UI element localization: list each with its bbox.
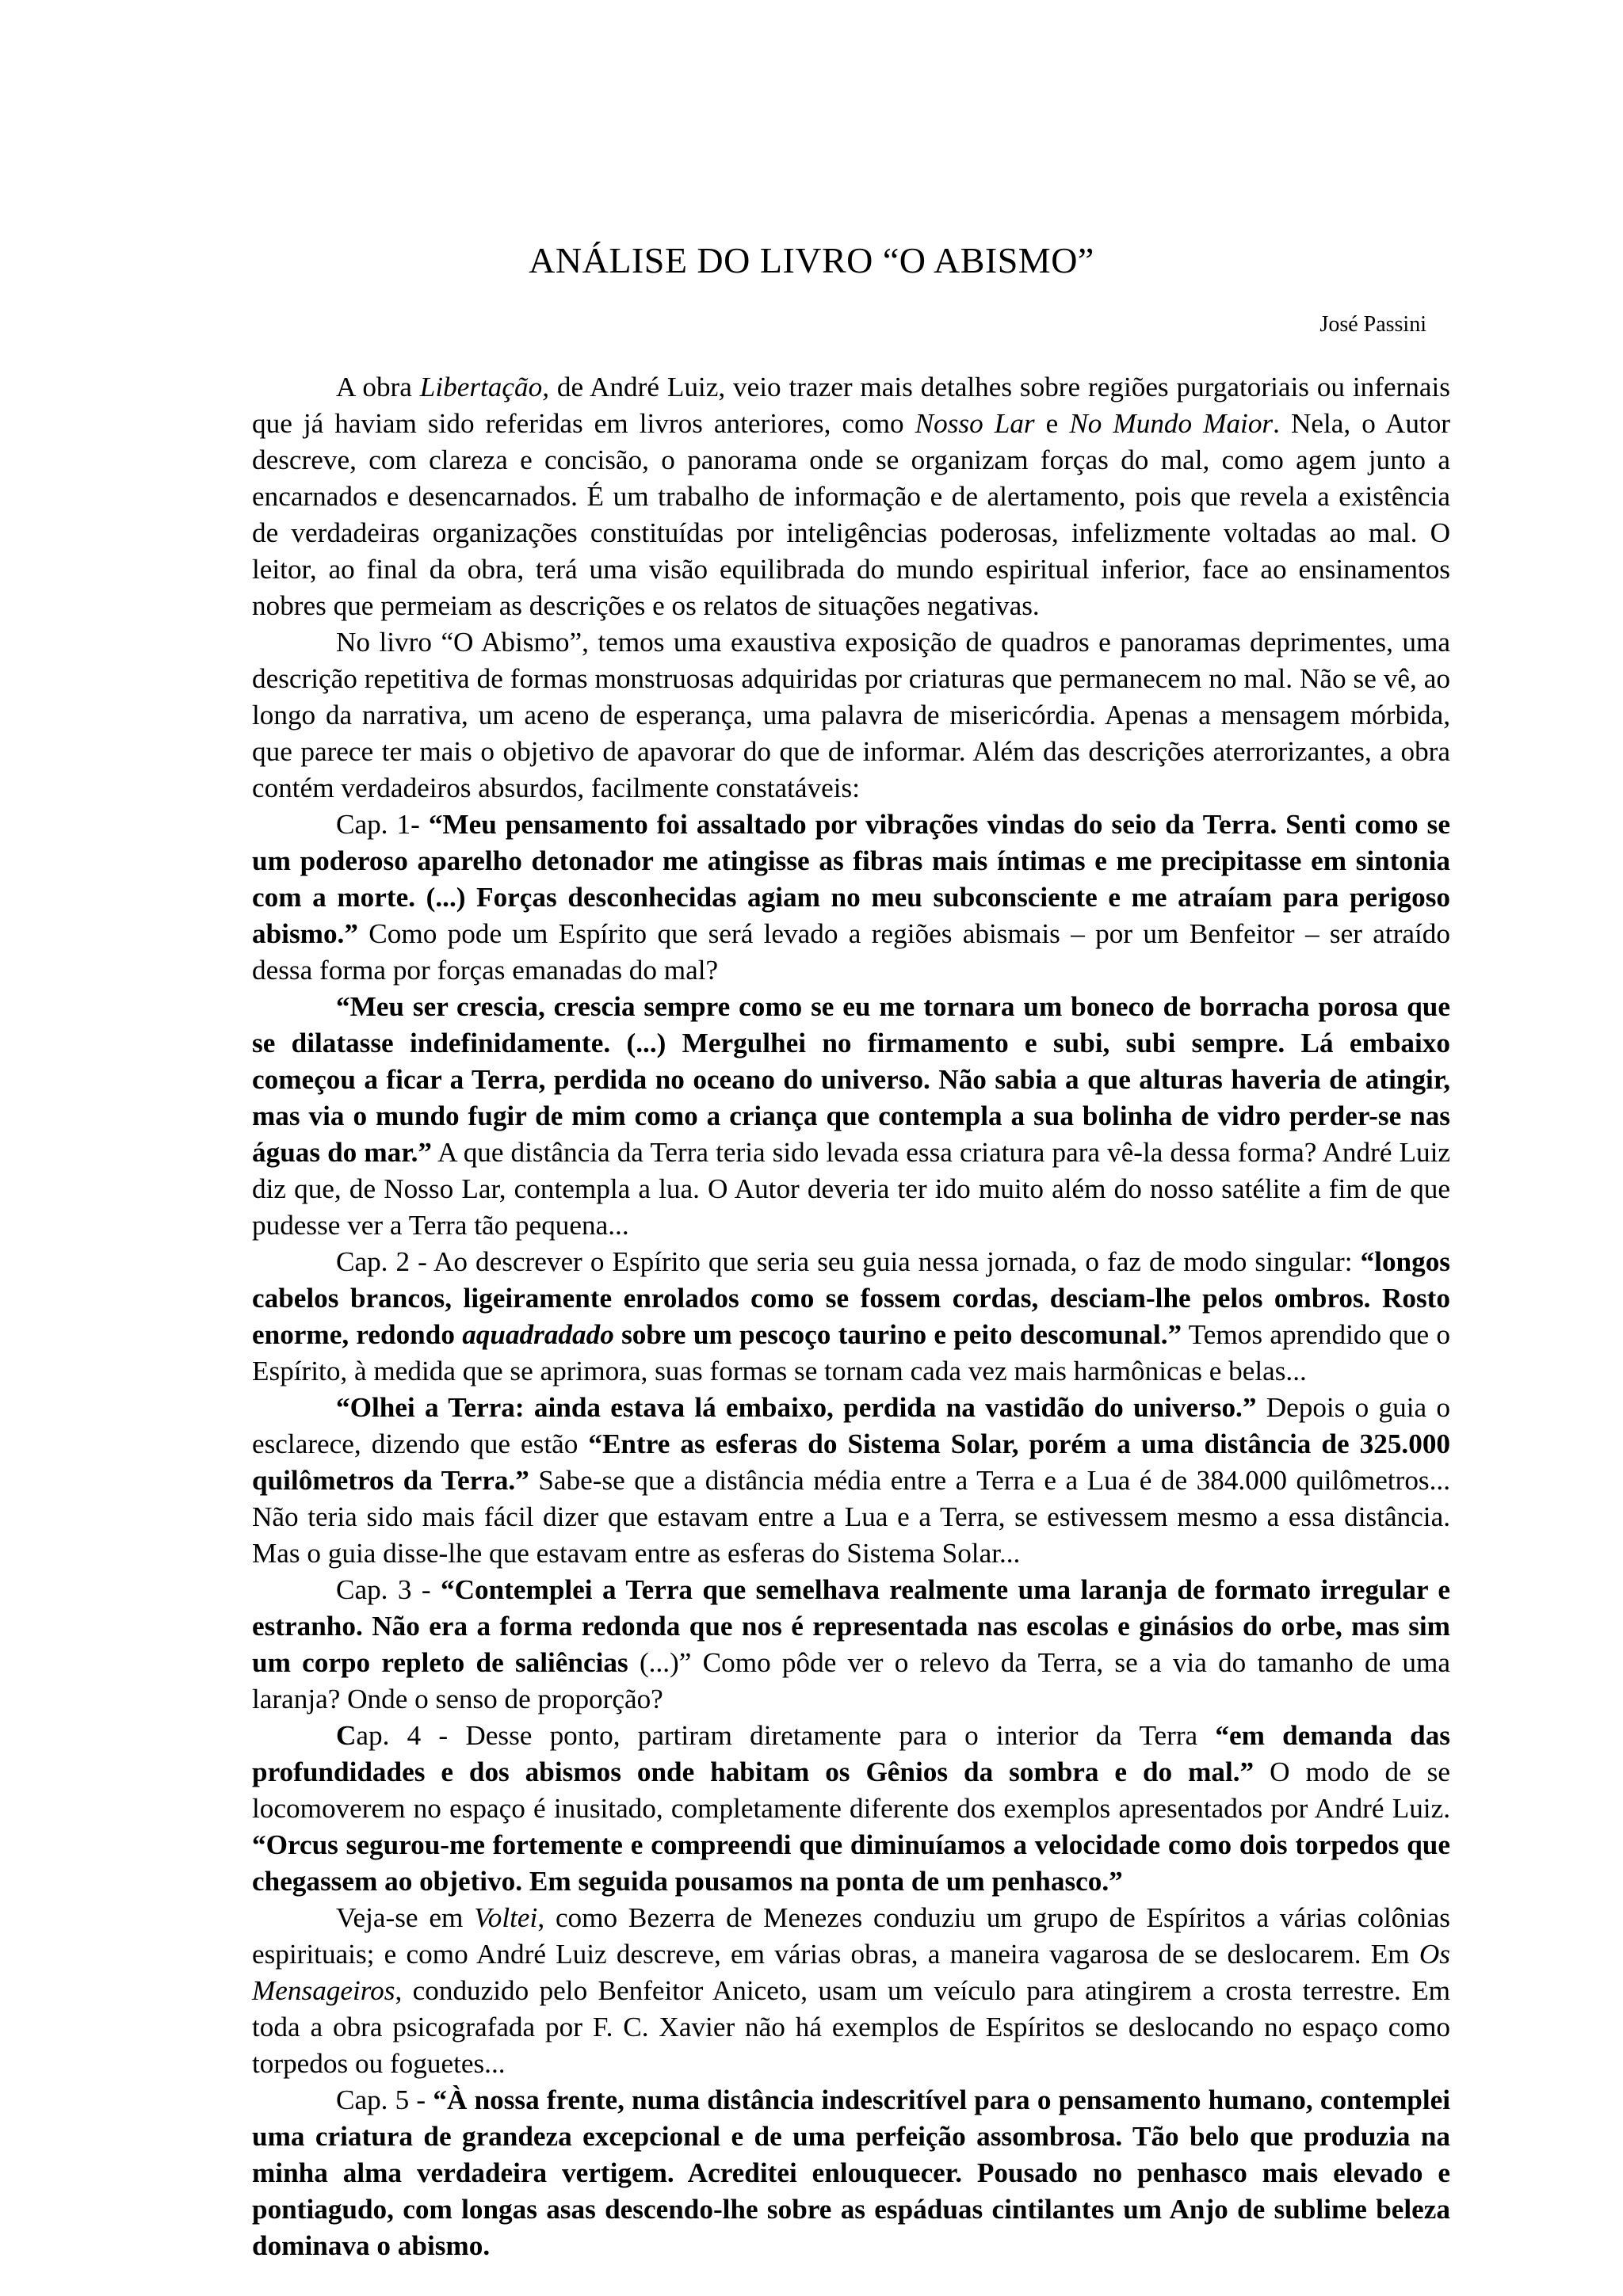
page-title: ANÁLISE DO LIVRO “O ABISMO” bbox=[529, 240, 1094, 280]
article-body bbox=[252, 369, 1450, 2264]
text-run: Voltei bbox=[474, 1902, 538, 1933]
text-run: , como Bezerra de Menezes conduziu um grupo de Espíritos a várias colônias espirituais; e como André Luiz descreve, em várias obras, a maneira vagarosa de se deslocarem. Em bbox=[252, 1902, 1451, 1970]
text-run: “Olhei a Terra: ainda estava lá embaixo, perdida na vastidão do universo.” bbox=[336, 1392, 1257, 1423]
text-run: aquadradado bbox=[462, 1319, 614, 1350]
text-run: Os Mensageiros bbox=[252, 1939, 1450, 2006]
text-run: “Meu ser crescia, crescia sempre como se eu me tornara um boneco de borracha porosa que se dilatasse indefinidamente. (...) Mergulhei no firmamento e subi, subi sempre. Lá embaixo começou a ficar a Terra, perdida no oceano do universo. Não sabia a que alturas haveria de atingir, mas via o mundo fugir de mim como a criança que contempla a sua bolinha de vidro perder-se nas águas do mar.” bbox=[252, 991, 1450, 1168]
text-run: No Mundo Maior bbox=[1069, 408, 1274, 439]
paragraph bbox=[252, 624, 1450, 807]
text-run: Depois o guia o esclarece, dizendo que estão bbox=[252, 1392, 1450, 1459]
paragraph bbox=[252, 1244, 1450, 1390]
text-run: Sabe-se que a distância média entre a Terra e a Lua é de 384.000 quilômetros... Não teria sido mais fácil dizer que estavam entre a Lua e a Terra, se estivessem mesmo a essa distância. Mas o guia disse-lhe que estavam entre as esferas do Sistema Solar... bbox=[252, 1465, 1450, 1569]
text-run: Cap. 3 - bbox=[336, 1574, 441, 1605]
text-run: Cap. 1- bbox=[336, 809, 429, 840]
text-run: Cap. 2 - Ao descrever o Espírito que seria seu guia nessa jornada, o faz de modo singular: bbox=[336, 1246, 1361, 1277]
text-run: “Contemplei a Terra que semelhava realmente uma laranja de formato irregular e estranho. Não era a forma redonda que nos é representada nas escolas e ginásios do orbe, mas sim um corpo repleto de saliências bbox=[252, 1574, 1450, 1678]
text-run: . Nela, o Autor descreve, com clareza e concisão, o panorama onde se organizam forças do mal, como agem junto a encarnados e desencarnados. É um trabalho de informação e de alertamento, pois que revela a existência de verdadeiras organizações constituídas por inteligências poderosas, infelizmente voltadas ao mal. O leitor, ao final da obra, terá uma visão equilibrada do mundo espiritual inferior, face ao ensinamentos nobres que permeiam as descrições e os relatos de situações negativas. bbox=[252, 408, 1450, 621]
text-run: “Entre as esferas do Sistema Solar, porém a uma distância de 325.000 quilômetros da Terra.” bbox=[252, 1428, 1451, 1496]
text-run: “À nossa frente, numa distância indescritível para o pensamento humano, contemplei uma criatura de grandeza excepcional e de uma perfeição assombrosa. Tão belo que produzia na minha alma verdadeira vertigem. Acreditei enlouquecer. Pousado no penhasco mais elevado e pontiagudo, com longas asas descendo-lhe sobre as espáduas cintilantes um Anjo de sublime beleza dominava o abismo. bbox=[252, 2084, 1450, 2261]
paragraph bbox=[252, 989, 1450, 1244]
text-run: ap. 4 - Desse ponto, partiram diretamente para o interior da Terra bbox=[356, 1720, 1216, 1751]
paragraph bbox=[252, 807, 1450, 989]
text-run: de André Luiz, veio trazer mais detalhes sobre regiões purgatoriais ou infernais que já haviam sido referidas em livros anteriores, como bbox=[252, 372, 1450, 439]
paragraph bbox=[252, 2082, 1450, 2264]
text-run: “em demanda das profundidades e dos abismos onde habitam os Gênios da sombra e do mal.” bbox=[252, 1720, 1450, 1787]
paragraph bbox=[252, 1718, 1450, 1900]
text-run: (...)” Como pôde ver o relevo da Terra, se a via do tamanho de uma laranja? Onde o senso de proporção? bbox=[252, 1647, 1451, 1714]
text-run: Veja-se em bbox=[336, 1902, 475, 1933]
text-run: “Meu pensamento foi assaltado por vibrações vindas do seio da Terra. Senti como se um poderoso aparelho detonador me atingisse as fibras mais íntimas e me precipitasse em sintonia com a morte. (...) Forças desconhecidas agiam no meu subconsciente e me atraíam para perigoso abismo.” bbox=[252, 809, 1450, 949]
text-run: C bbox=[336, 1720, 357, 1751]
paragraph bbox=[252, 1390, 1450, 1572]
text-run: Como pode um Espírito que será levado a regiões abismais – por um Benfeitor – ser atraído dessa forma por forças emanadas do mal? bbox=[252, 918, 1450, 986]
text-run: Libertação, bbox=[419, 372, 549, 402]
text-run: sobre um pescoço taurino e peito descomunal.” bbox=[613, 1319, 1182, 1350]
text-run: A obra bbox=[336, 372, 420, 402]
text-run: O modo de se locomoverem no espaço é inusitado, completamente diferente dos exemplos apresentados por André Luiz. bbox=[252, 1756, 1450, 1824]
paragraph bbox=[252, 1900, 1450, 2082]
text-run: Cap. 5 - bbox=[336, 2084, 433, 2115]
text-run: No livro “O Abismo”, temos uma exaustiva exposição de quadros e panoramas deprimentes, uma descrição repetitiva de formas monstruosas adquiridas por criaturas que permanecem no mal. Não se vê, ao longo da narrativa, um aceno de esperança, uma palavra de misericórdia. Apenas a mensagem mórbida, que parece ter mais o objetivo de apavorar do que de informar. Além das descrições aterrorizantes, a obra contém verdadeiros absurdos, facilmente constatáveis: bbox=[252, 627, 1450, 803]
text-run: e bbox=[1034, 408, 1070, 439]
text-run: Temos aprendido que o Espírito, à medida que se aprimora, suas formas se tornam cada vez mais harmônicas e belas... bbox=[252, 1319, 1451, 1386]
paragraph bbox=[252, 369, 1450, 624]
text-run: Nosso Lar bbox=[915, 408, 1035, 439]
author-name: José Passini bbox=[1319, 312, 1426, 337]
text-run: , conduzido pelo Benfeitor Aniceto, usam um veículo para atingirem a crosta terrestre. Em toda a obra psicografada por F. C. Xavier não há exemplos de Espíritos se deslocando no espaço como torpedos ou foguetes... bbox=[252, 1975, 1450, 2079]
paragraph bbox=[252, 1572, 1450, 1718]
text-run: “longos cabelos brancos, ligeiramente enrolados como se fossem cordas, desciam-lhe pelos ombros. Rosto enorme, redondo bbox=[252, 1246, 1450, 1350]
text-run: A que distância da Terra teria sido levada essa criatura para vê-la dessa forma? André Luiz diz que, de Nosso Lar, contempla a lua. O Autor deveria ter ido muito além do nosso satélite a fim de que pudesse ver a Terra tão pequena... bbox=[252, 1137, 1451, 1241]
text-run: “Orcus segurou-me fortemente e compreendi que diminuíamos a velocidade como dois torpedos que chegassem ao objetivo. Em seguida pousamos na ponta de um penhasco.” bbox=[252, 1829, 1450, 1897]
